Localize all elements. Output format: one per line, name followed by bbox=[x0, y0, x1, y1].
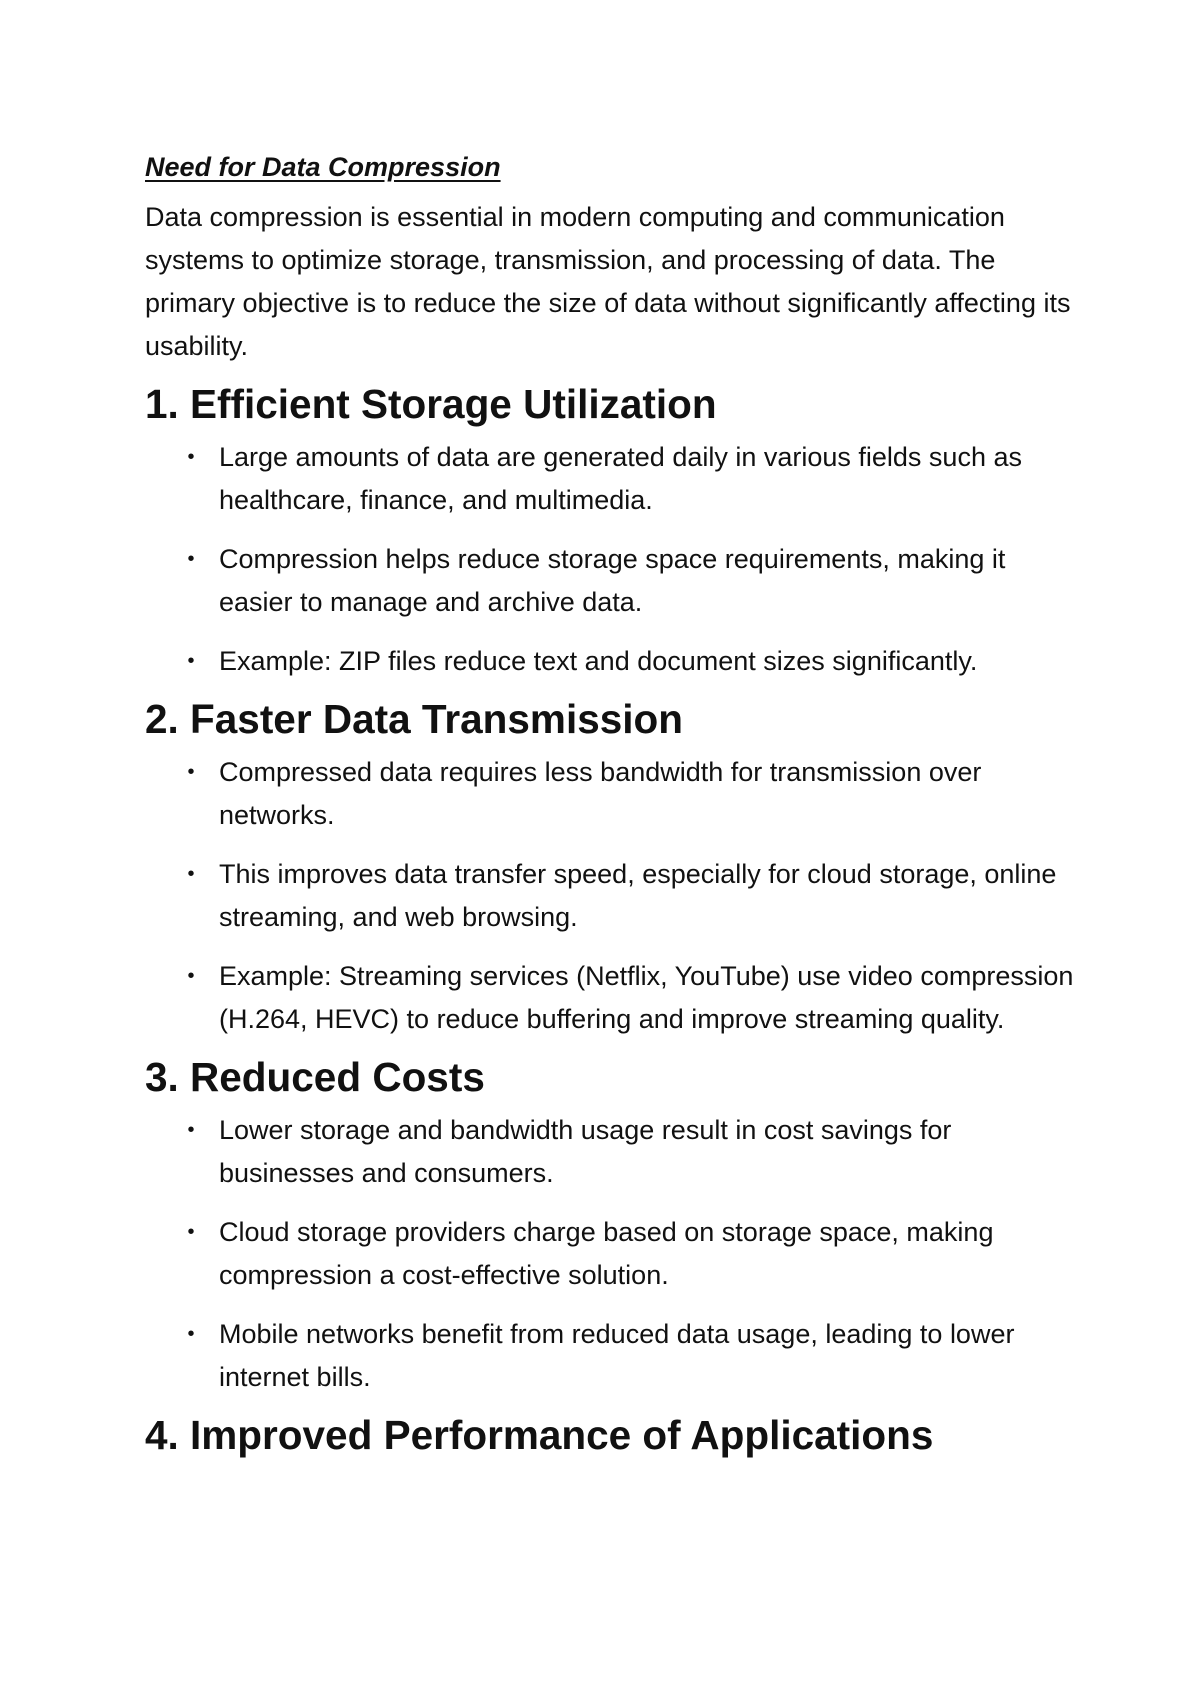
section-heading: 1. Efficient Storage Utilization bbox=[145, 381, 717, 427]
list-item bbox=[145, 751, 1075, 837]
bullet-icon: • bbox=[187, 548, 195, 570]
bullet-icon: • bbox=[187, 761, 195, 783]
bullet-text: This improves data transfer speed, especially for cloud storage, online streaming, and web browsing. bbox=[219, 859, 1057, 932]
section-improved-performance bbox=[145, 1412, 1075, 1458]
intro-paragraph: Data compression is essential in modern computing and communication systems to optimize storage, transmission, and processing of data. The primary objective is to reduce the size of data without significantly affecting its usability. bbox=[145, 202, 1071, 361]
section-efficient-storage bbox=[145, 381, 1075, 683]
bullet-icon: • bbox=[187, 863, 195, 885]
bullet-text: Compressed data requires less bandwidth for transmission over networks. bbox=[219, 757, 982, 830]
bullet-text: Mobile networks benefit from reduced data usage, leading to lower internet bills. bbox=[219, 1319, 1015, 1392]
list-item bbox=[145, 1109, 1075, 1195]
section-reduced-costs bbox=[145, 1054, 1075, 1399]
list-item bbox=[145, 436, 1075, 522]
list-item bbox=[145, 640, 1075, 683]
document-title: Need for Data Compression bbox=[145, 152, 501, 182]
bullet-list bbox=[145, 751, 1075, 1041]
list-item bbox=[145, 955, 1075, 1041]
bullet-text: Lower storage and bandwidth usage result in cost savings for businesses and consumers. bbox=[219, 1115, 952, 1188]
list-item bbox=[145, 538, 1075, 624]
bullet-text: Large amounts of data are generated daily in various fields such as healthcare, finance, and multimedia. bbox=[219, 442, 1022, 515]
bullet-text: Compression helps reduce storage space requirements, making it easier to manage and archive data. bbox=[219, 544, 1006, 617]
list-item bbox=[145, 1313, 1075, 1399]
bullet-text: Example: ZIP files reduce text and document sizes significantly. bbox=[219, 646, 978, 676]
bullet-text: Cloud storage providers charge based on storage space, making compression a cost-effective solution. bbox=[219, 1217, 994, 1290]
bullet-icon: • bbox=[187, 1221, 195, 1243]
bullet-list bbox=[145, 1109, 1075, 1399]
bullet-icon: • bbox=[187, 650, 195, 672]
bullet-text: Example: Streaming services (Netflix, YouTube) use video compression (H.264, HEVC) to reduce buffering and improve streaming quality. bbox=[219, 961, 1074, 1034]
bullet-icon: • bbox=[187, 1119, 195, 1141]
bullet-icon: • bbox=[187, 1323, 195, 1345]
section-faster-transmission bbox=[145, 696, 1075, 1041]
bullet-icon: • bbox=[187, 965, 195, 987]
bullet-icon: • bbox=[187, 446, 195, 468]
list-item bbox=[145, 853, 1075, 939]
section-heading: 3. Reduced Costs bbox=[145, 1054, 485, 1100]
list-item bbox=[145, 1211, 1075, 1297]
bullet-list bbox=[145, 436, 1075, 683]
document-page bbox=[145, 147, 1075, 1467]
section-heading: 2. Faster Data Transmission bbox=[145, 696, 683, 742]
section-heading: 4. Improved Performance of Applications bbox=[145, 1412, 934, 1458]
